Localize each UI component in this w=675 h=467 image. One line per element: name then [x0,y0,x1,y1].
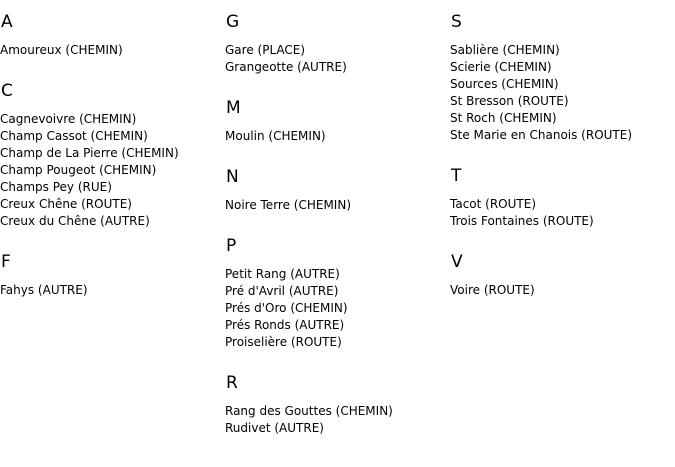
street-item: Tacot (ROUTE) [450,197,536,211]
street-list [0,111,225,230]
letter-heading: G [226,12,240,32]
street-item: Cagnevoivre (CHEMIN) [0,112,137,126]
group-p [225,236,450,351]
street-list [225,42,450,76]
street-item: Amoureux (CHEMIN) [0,43,123,57]
street-item: Champs Pey (RUE) [0,180,112,194]
column-3 [450,0,675,299]
street-item: Petit Rang (AUTRE) [225,267,340,281]
group-c [0,81,225,230]
letter-heading: P [226,236,237,256]
street-item: Champ Cassot (CHEMIN) [0,129,148,143]
street-item: Pré d'Avril (AUTRE) [225,284,339,298]
letter-heading: A [1,12,13,32]
street-item: Champ Pougeot (CHEMIN) [0,163,157,177]
group-n [225,167,450,214]
street-item: Ste Marie en Chanois (ROUTE) [450,128,633,142]
letter-heading: C [1,81,13,101]
street-item: Sablière (CHEMIN) [450,43,560,57]
group-f [0,252,225,299]
street-list [0,42,225,59]
group-v [450,252,675,299]
street-item: Proiselière (ROUTE) [225,335,342,349]
street-list [450,42,675,144]
street-item: Rang des Gouttes (CHEMIN) [225,404,393,418]
street-item: Prés d'Oro (CHEMIN) [225,301,348,315]
column-1 [0,0,225,299]
letter-heading: F [1,252,11,272]
letter-heading: V [451,252,463,272]
letter-heading: M [226,98,241,118]
letter-heading: S [451,12,462,32]
group-t [450,166,675,230]
letter-heading: R [226,373,238,393]
street-item: Fahys (AUTRE) [0,283,88,297]
street-list [225,128,450,145]
street-item: Noire Terre (CHEMIN) [225,198,351,212]
group-a [0,12,225,59]
street-item: Voire (ROUTE) [450,283,535,297]
group-r [225,373,450,437]
group-s [450,12,675,144]
street-item: St Roch (CHEMIN) [450,111,557,125]
street-item: Trois Fontaines (ROUTE) [450,214,594,228]
street-list [225,403,450,437]
street-item: Creux du Chêne (AUTRE) [0,214,150,228]
street-list [0,282,225,299]
group-g [225,12,450,76]
street-item: Sources (CHEMIN) [450,77,559,91]
street-item: Prés Ronds (AUTRE) [225,318,345,332]
street-list [450,282,675,299]
street-list [225,197,450,214]
street-item: Grangeotte (AUTRE) [225,60,347,74]
street-item: Scierie (CHEMIN) [450,60,552,74]
street-item: Gare (PLACE) [225,43,306,57]
group-m [225,98,450,145]
street-item: Rudivet (AUTRE) [225,421,324,435]
letter-heading: T [451,166,462,186]
column-2 [225,0,450,437]
street-item: Moulin (CHEMIN) [225,129,326,143]
street-list [450,196,675,230]
street-item: St Bresson (ROUTE) [450,94,569,108]
street-item: Creux Chêne (ROUTE) [0,197,132,211]
letter-heading: N [226,167,239,187]
street-list [225,266,450,351]
street-item: Champ de La Pierre (CHEMIN) [0,146,179,160]
